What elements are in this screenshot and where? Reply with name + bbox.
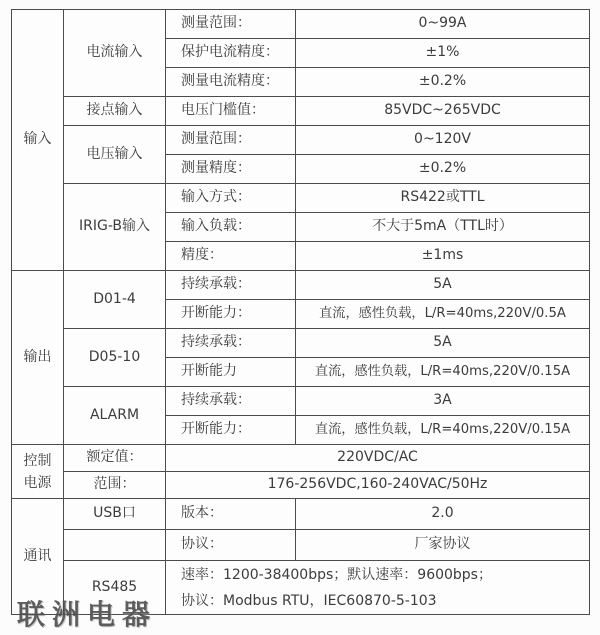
table-row (12, 184, 590, 213)
table-row (12, 499, 590, 530)
param-cell: 持续承载： (166, 271, 296, 300)
category-cell-control-power (12, 445, 64, 499)
param-cell: 持续承载： (166, 387, 296, 416)
param-cell: 开断能力： (166, 416, 296, 445)
category-cell-output: 输出 (12, 271, 64, 445)
table-row (12, 126, 590, 155)
subcat-cell-rs485: RS485 (64, 561, 166, 615)
subcat-cell-blank (64, 530, 166, 561)
param-cell: 测量精度： (166, 155, 296, 184)
param-cell: 输入负载： (166, 213, 296, 242)
subcat-cell-rated-value: 额定值： (64, 445, 166, 472)
value-cell: ±1% (296, 39, 590, 68)
table-row (12, 271, 590, 300)
category-cell-input: 输入 (12, 10, 64, 271)
subcat-cell-current-input: 电流输入 (64, 10, 166, 97)
value-cell: 220VDC/AC (166, 445, 590, 472)
subcat-cell-irigb-input: IRIG-B输入 (64, 184, 166, 271)
param-cell: 测量电流精度： (166, 68, 296, 97)
param-cell: 协议： (166, 530, 296, 561)
param-cell: 开断能力 (166, 358, 296, 387)
value-cell: 直流，感性负载，L/R=40ms,220V/0.15A (296, 416, 590, 445)
param-cell: 持续承载： (166, 329, 296, 358)
category-label-line: 电源 (23, 474, 52, 491)
subcat-cell-range: 范围： (64, 472, 166, 499)
param-cell: 开断能力： (166, 300, 296, 329)
table-row (12, 472, 590, 499)
table-row (12, 329, 590, 358)
value-cell: 直流，感性负载，L/R=40ms,220V/0.15A (296, 358, 590, 387)
rs485-protocol-line: 协议：Modbus RTU，IEC60870-5-103 (181, 592, 437, 609)
table-row (12, 445, 590, 472)
subcat-cell-contact-input: 接点输入 (64, 97, 166, 126)
param-cell: 测量范围： (166, 126, 296, 155)
category-cell-comm: 通讯 (12, 499, 64, 615)
category-label-line: 控制 (23, 452, 52, 469)
value-cell: ±1ms (296, 242, 590, 271)
table-row (12, 10, 590, 39)
subcat-cell-voltage-input: 电压输入 (64, 126, 166, 184)
subcat-cell-do5-10: D05-10 (64, 329, 166, 387)
value-cell: RS422或TTL (296, 184, 590, 213)
param-cell: 精度： (166, 242, 296, 271)
value-cell: 5A (296, 329, 590, 358)
rs485-rate-line: 速率：1200-38400bps；默认速率：9600bps； (181, 566, 492, 583)
value-cell: ±0.2% (296, 155, 590, 184)
subcat-cell-alarm: ALARM (64, 387, 166, 445)
param-cell: 版本： (166, 499, 296, 530)
value-cell: 2.0 (296, 499, 590, 530)
param-cell: 电压门槛值： (166, 97, 296, 126)
subcat-cell-do1-4: D01-4 (64, 271, 166, 329)
table-row (12, 530, 590, 561)
watermark-logo-text: 联洲电器 (17, 598, 158, 631)
param-cell: 输入方式： (166, 184, 296, 213)
subcat-cell-usb-port: USB口 (64, 499, 166, 530)
value-cell: 0~120V (296, 126, 590, 155)
param-cell: 保护电流精度： (166, 39, 296, 68)
value-cell: ±0.2% (296, 68, 590, 97)
value-cell: 5A (296, 271, 590, 300)
value-cell: 厂家协议 (296, 530, 590, 561)
spec-table (11, 9, 590, 615)
table-row (12, 387, 590, 416)
value-cell: 176-256VDC,160-240VAC/50Hz (166, 472, 590, 499)
param-cell: 测量范围： (166, 10, 296, 39)
value-cell: 不大于5mA（TTL时） (296, 213, 590, 242)
table-row (12, 97, 590, 126)
value-cell: 0~99A (296, 10, 590, 39)
value-cell-rs485 (166, 561, 590, 615)
value-cell: 直流，感性负载，L/R=40ms,220V/0.5A (296, 300, 590, 329)
value-cell: 85VDC~265VDC (296, 97, 590, 126)
value-cell: 3A (296, 387, 590, 416)
